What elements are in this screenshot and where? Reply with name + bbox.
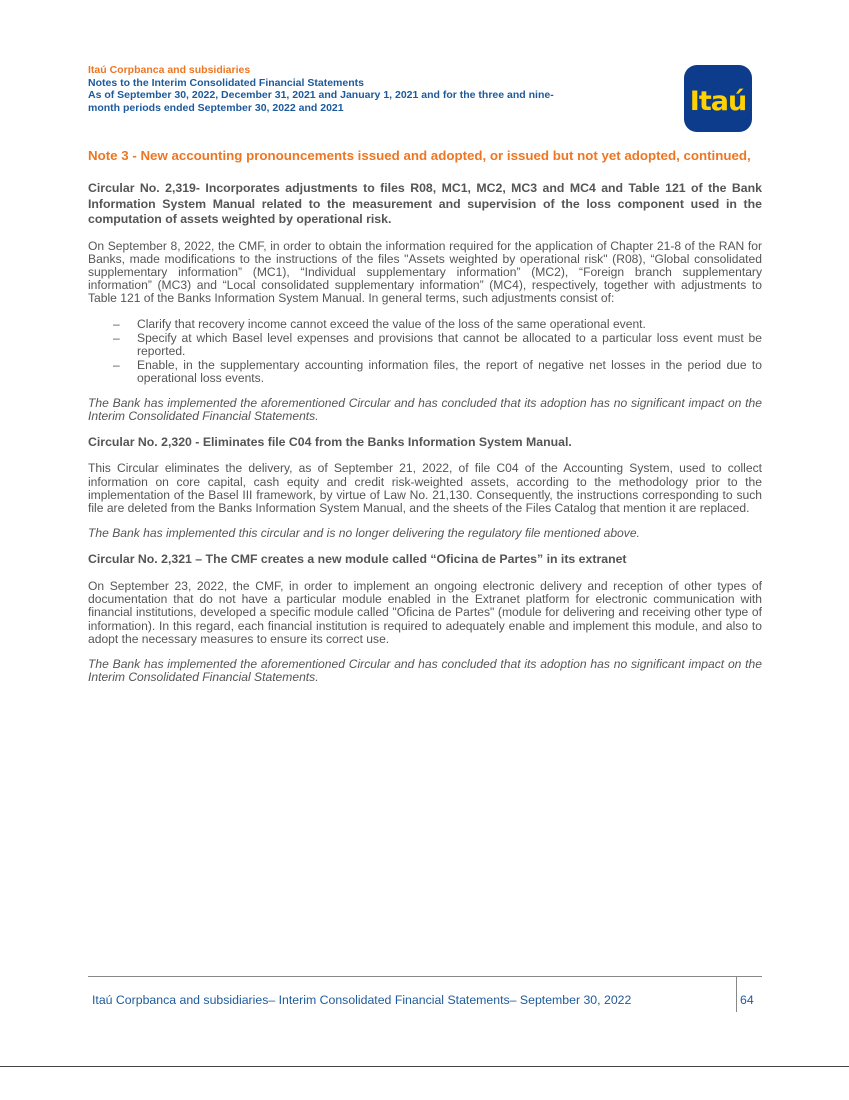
section-title-2319: Circular No. 2,319- Incorporates adjustments to files R08, MC1, MC2, MC3 and MC4 and Table 121 of the Bank Information System Manual related to the measurement and supervision of the loss component used in the computation of assets weighted by operational risk. xyxy=(88,181,762,226)
dash-bullet-icon: – xyxy=(113,316,120,331)
footer-text: Itaú Corpbanca and subsidiaries– Interim Consolidated Financial Statements– September 30, 2022 xyxy=(92,993,632,1007)
header-subtitle: Notes to the Interim Consolidated Financial Statements xyxy=(88,76,364,89)
note-title: Note 3 - New accounting pronouncements issued and adopted, or issued but not yet adopted, continued, xyxy=(88,148,751,163)
footer-divider xyxy=(88,976,762,977)
list-item xyxy=(108,359,762,385)
header-period-line-2: month periods ended September 30, 2022 and 2021 xyxy=(88,101,344,114)
section-conclusion-2321: The Bank has implemented the aforementioned Circular and has concluded that its adoption has no significant impact on the Interim Consolidated Financial Statements. xyxy=(88,656,762,685)
list-item-text: Specify at which Basel level expenses and provisions that cannot be allocated to a particular loss event must be reported. xyxy=(137,330,762,358)
adjustments-list xyxy=(108,318,762,386)
list-item xyxy=(108,318,762,331)
section-conclusion-2319: The Bank has implemented the aforementioned Circular and has concluded that its adoption has no significant impact on the Interim Consolidated Financial Statements. xyxy=(88,395,762,423)
section-intro-2320: This Circular eliminates the delivery, as of September 21, 2022, of file C04 of the Accounting System, used to collect information on core capital, cash equity and credit risk-weighted assets, according to the methodology prior to the implementation of the Basel III framework, by virtue of Law No. 21,130. Consequently, the instructions corresponding to such file are deleted from the Banks Information System Manual, and the sheets of the Files Catalog that mention it are replaced. xyxy=(88,461,762,516)
page-header xyxy=(88,64,668,114)
list-item-text: Enable, in the supplementary accounting information files, the report of negative net losses in the period due to operational loss events. xyxy=(137,358,762,386)
section-intro-2319: On September 8, 2022, the CMF, in order to obtain the information required for the application of Chapter 21-8 of the RAN for Banks, made modifications to the instructions of the files "Assets weighted by operational risk" (R08), “Global consolidated supplementary information” (MC1), “Individual supplementary information” (MC2), “Foreign branch supplementary information” (MC3) and “Local consolidated supplementary information” (MC4), respectively, together with adjustments to Table 121 of the Banks Information System Manual. In general terms, such adjustments consist of: xyxy=(88,238,762,306)
section-title-2321: Circular No. 2,321 – The CMF creates a new module called “Oficina de Partes” in its extranet xyxy=(88,552,627,567)
section-conclusion-2320: The Bank has implemented this circular and is no longer delivering the regulatory file mentioned above. xyxy=(88,526,640,541)
logo-text: Itaú xyxy=(689,86,747,117)
document-body xyxy=(88,148,762,696)
footer-vertical-divider xyxy=(736,976,737,1012)
header-company: Itaú Corpbanca and subsidiaries xyxy=(88,64,251,76)
page-number: 64 xyxy=(740,993,754,1007)
dash-bullet-icon: – xyxy=(113,358,120,373)
list-item-text: Clarify that recovery income cannot exceed the value of the loss of the same operational event. xyxy=(137,316,646,331)
section-title-2320: Circular No. 2,320 - Eliminates file C04 from the Banks Information System Manual. xyxy=(88,434,572,449)
dash-bullet-icon: – xyxy=(113,330,120,345)
list-item xyxy=(108,332,762,358)
page-bottom-edge xyxy=(0,1066,849,1067)
itau-logo xyxy=(684,65,752,132)
section-intro-2321: On September 23, 2022, the CMF, in order to implement an ongoing electronic delivery and reception of other types of documentation that do not have a particular module enabled in the Extranet platform for electronic communication with financial institutions, developed a specific module called "Oficina de Partes" (module for delivering and receiving other type of information). In this regard, each financial institution is required to adequately enable and implement this module, and also to adopt the necessary measures to ensure its correct use. xyxy=(88,578,762,646)
header-period-line-1: As of September 30, 2022, December 31, 2021 and January 1, 2021 and for the three and nine- xyxy=(88,89,554,101)
